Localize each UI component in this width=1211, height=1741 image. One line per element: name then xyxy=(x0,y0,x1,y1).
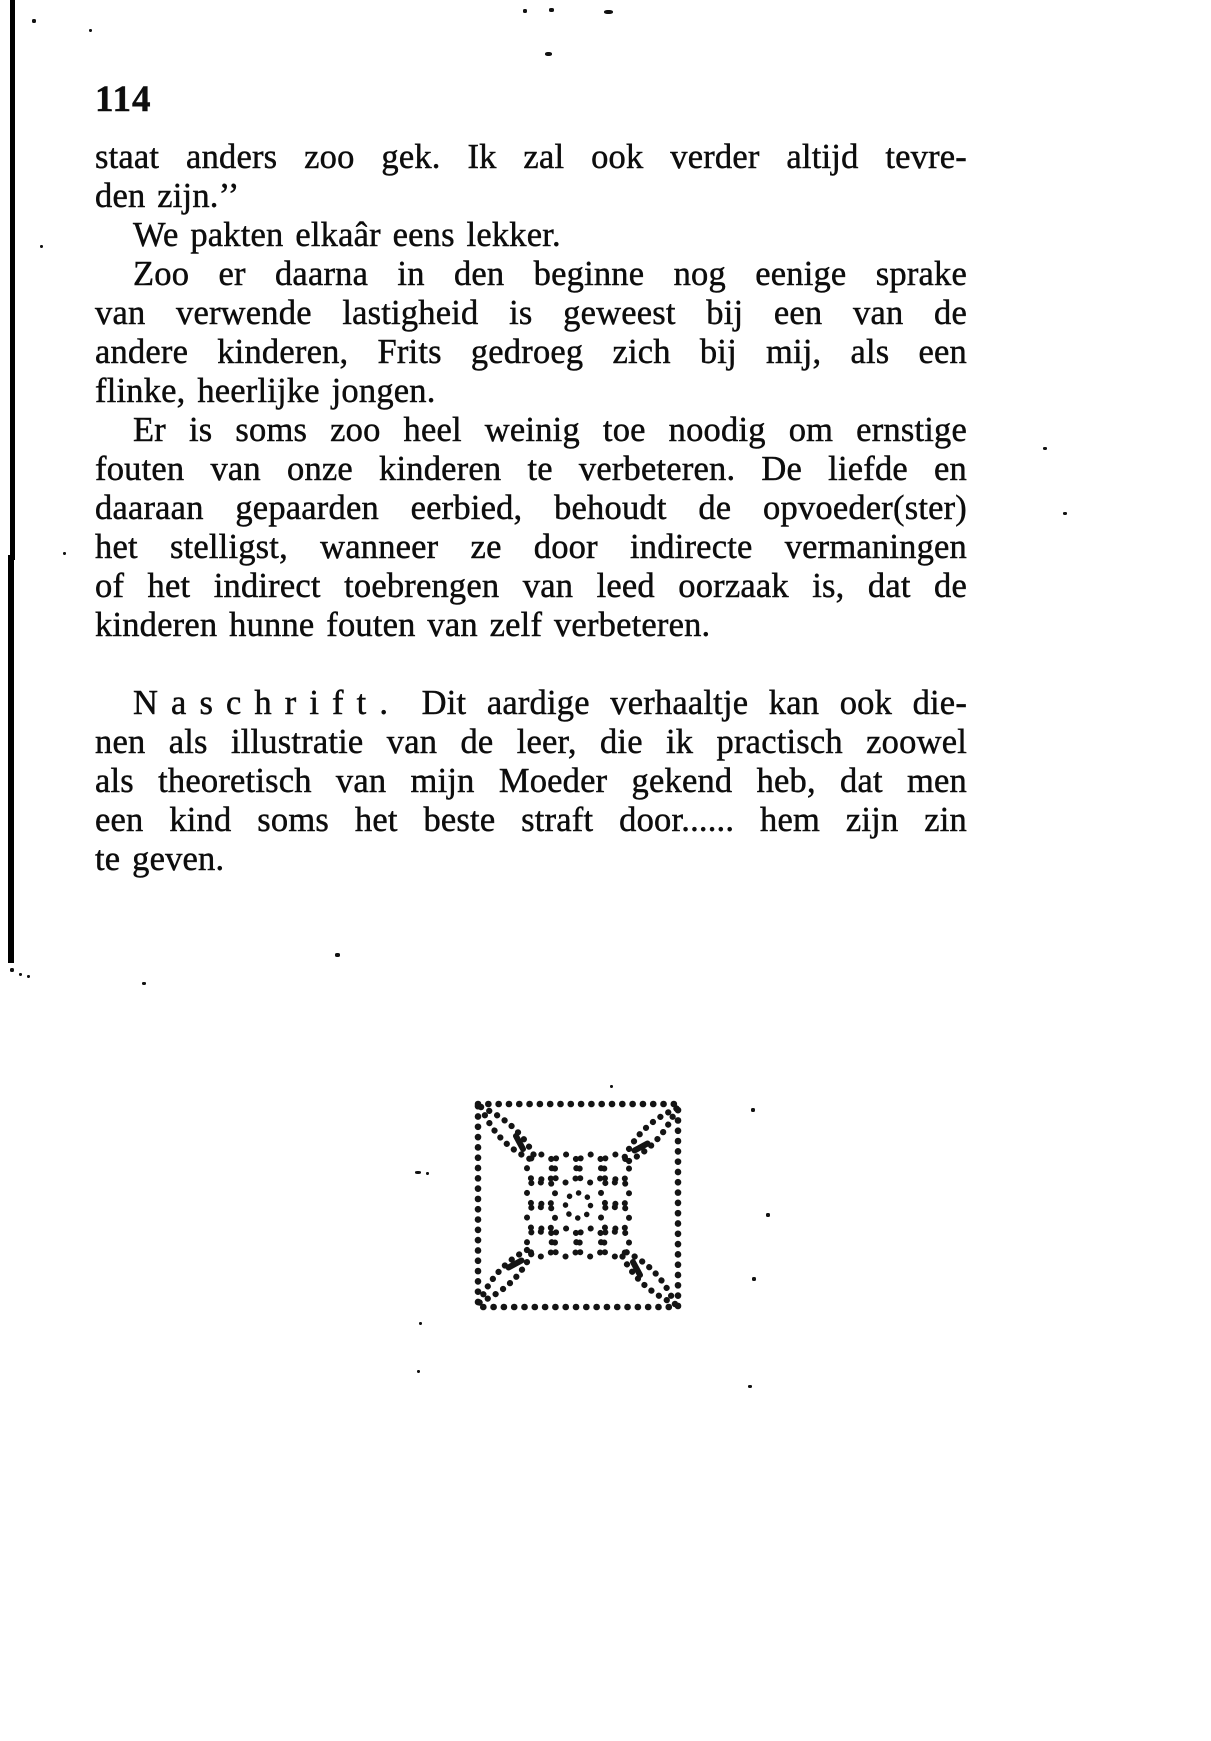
text-line: te geven. xyxy=(95,840,225,878)
scan-speck xyxy=(142,982,146,985)
scan-speck xyxy=(89,29,92,32)
text-line: of het indirect toebrengen van leed oorzaak is, dat de xyxy=(95,567,967,605)
scan-speck xyxy=(610,1085,613,1088)
naschrift-label: Naschrift. xyxy=(133,684,402,722)
text-line: kinderen hunne fouten van zelf verbeteren. xyxy=(95,606,711,644)
text-line: staat anders zoo gek. Ik zal ook verder altijd tevre- xyxy=(95,138,967,176)
page-number: 114 xyxy=(95,79,152,120)
text-block xyxy=(95,80,967,879)
text-line: den zijn.’’ xyxy=(95,177,240,215)
text-line: Er is soms zoo heel weinig toe noodig om ernstige xyxy=(133,411,967,449)
scan-speck xyxy=(19,973,22,976)
text-line: een kind soms het beste straft door...... hem zijn zin xyxy=(95,801,967,839)
text-line: We pakten elkaâr eens lekker. xyxy=(133,216,561,254)
text-line: daaraan gepaarden eerbied, behoudt de opvoeder(ster) xyxy=(95,489,967,527)
scan-speck xyxy=(40,245,43,248)
scan-speck xyxy=(426,1172,429,1175)
scan-speck xyxy=(748,1385,752,1388)
scan-speck xyxy=(523,9,527,13)
scan-speck xyxy=(419,1322,422,1325)
scan-speck xyxy=(545,52,552,56)
scan-spine-line xyxy=(8,555,14,963)
scan-speck xyxy=(766,1213,770,1217)
scan-speck xyxy=(10,968,14,972)
scan-speck xyxy=(751,1108,755,1112)
scan-speck xyxy=(604,10,613,14)
scan-speck xyxy=(417,1370,420,1373)
scan-speck xyxy=(335,953,340,957)
text-line: flinke, heerlijke jongen. xyxy=(95,372,436,410)
scan-speck xyxy=(1063,512,1067,515)
naschrift-line xyxy=(95,684,967,723)
text-line: van verwende lastigheid is geweest bij een van de xyxy=(95,294,967,332)
scan-speck xyxy=(63,552,66,555)
text-line: het stelligst, wanneer ze door indirecte vermaningen xyxy=(95,528,967,566)
scan-speck xyxy=(549,8,554,12)
scan-speck xyxy=(32,19,36,23)
text-line: Zoo er daarna in den beginne nog eenige sprake xyxy=(133,255,967,293)
ornament-graphic xyxy=(472,1098,684,1313)
scan-speck xyxy=(1043,447,1047,450)
naschrift-text: Dit aardige verhaaltje kan ook die- xyxy=(421,684,968,722)
text-line: nen als illustratie van de leer, die ik practisch zoowel xyxy=(95,723,967,761)
dotted-square-ornament xyxy=(472,1098,684,1313)
scan-spine-line xyxy=(10,0,15,560)
scan-speck xyxy=(415,1171,421,1174)
text-line: als theoretisch van mijn Moeder gekend heb, dat men xyxy=(95,762,967,800)
scan-speck xyxy=(27,975,30,978)
text-line: andere kinderen, Frits gedroeg zich bij mij, als een xyxy=(95,333,967,371)
scan-speck xyxy=(752,1277,756,1281)
text-line: fouten van onze kinderen te verbeteren. De liefde en xyxy=(95,450,967,488)
